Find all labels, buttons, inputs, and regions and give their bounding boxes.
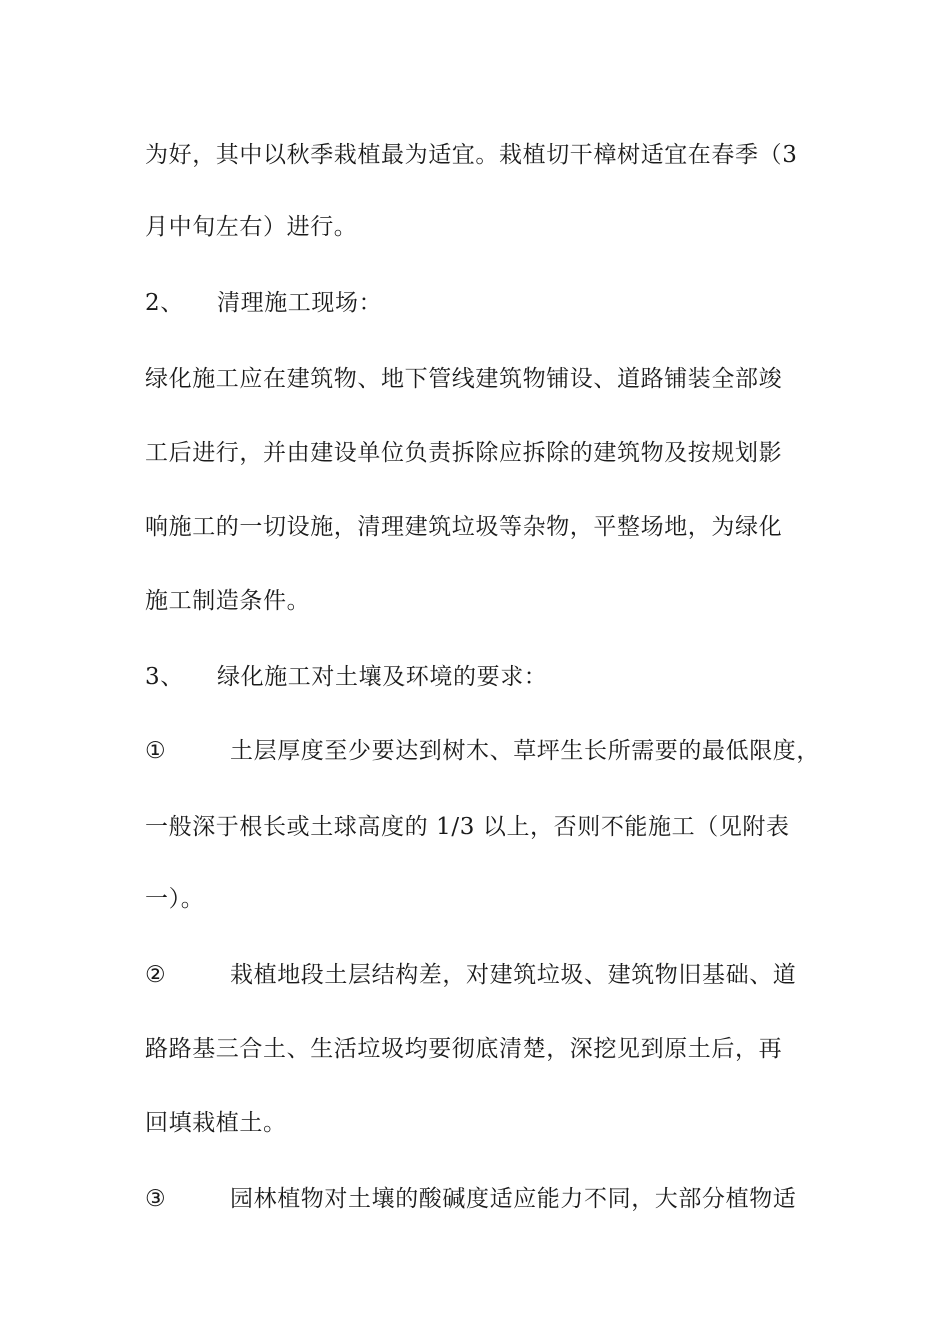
paragraph-line: 回填栽植土。 bbox=[145, 1110, 287, 1136]
list-item-text: 园林植物对土壤的酸碱度适应能力不同，大部分植物适 bbox=[230, 1186, 797, 1212]
section-heading-text: 绿化施工对土壤及环境的要求： bbox=[217, 664, 548, 690]
list-item-marker: ① bbox=[145, 738, 167, 764]
paragraph-line: 为好，其中以秋季栽植最为适宜。栽植切干樟树适宜在春季（3 bbox=[145, 142, 798, 168]
section-heading bbox=[145, 662, 825, 692]
paragraph-line: 一般深于根长或土球高度的 1/3 以上，否则不能施工（见附表 bbox=[145, 814, 790, 840]
paragraph-line: 路路基三合土、生活垃圾均要彻底清楚，深挖见到原土后，再 bbox=[145, 1036, 783, 1062]
list-item-marker: ③ bbox=[145, 1186, 167, 1212]
list-item bbox=[145, 960, 825, 990]
list-item bbox=[145, 1184, 825, 1214]
paragraph-line: 工后进行，并由建设单位负责拆除应拆除的建筑物及按规划影 bbox=[145, 440, 783, 466]
section-heading-text: 清理施工现场： bbox=[217, 290, 383, 316]
paragraph-line: 施工制造条件。 bbox=[145, 588, 311, 614]
list-item-text: 土层厚度至少要达到树木、草坪生长所需要的最低限度， bbox=[230, 738, 820, 764]
section-heading bbox=[145, 288, 825, 318]
paragraph-line: 月中旬左右）进行。 bbox=[145, 214, 358, 240]
list-item-text: 栽植地段土层结构差，对建筑垃圾、建筑物旧基础、道 bbox=[230, 962, 797, 988]
paragraph-line: 绿化施工应在建筑物、地下管线建筑物铺设、道路铺装全部竣 bbox=[145, 366, 783, 392]
list-item-marker: ② bbox=[145, 962, 167, 988]
paragraph-line: 响施工的一切设施，清理建筑垃圾等杂物，平整场地，为绿化 bbox=[145, 514, 783, 540]
section-number: 3、 bbox=[145, 664, 184, 690]
section-number: 2、 bbox=[145, 290, 184, 316]
list-item bbox=[145, 736, 825, 766]
paragraph-line: 一）。 bbox=[145, 886, 205, 912]
